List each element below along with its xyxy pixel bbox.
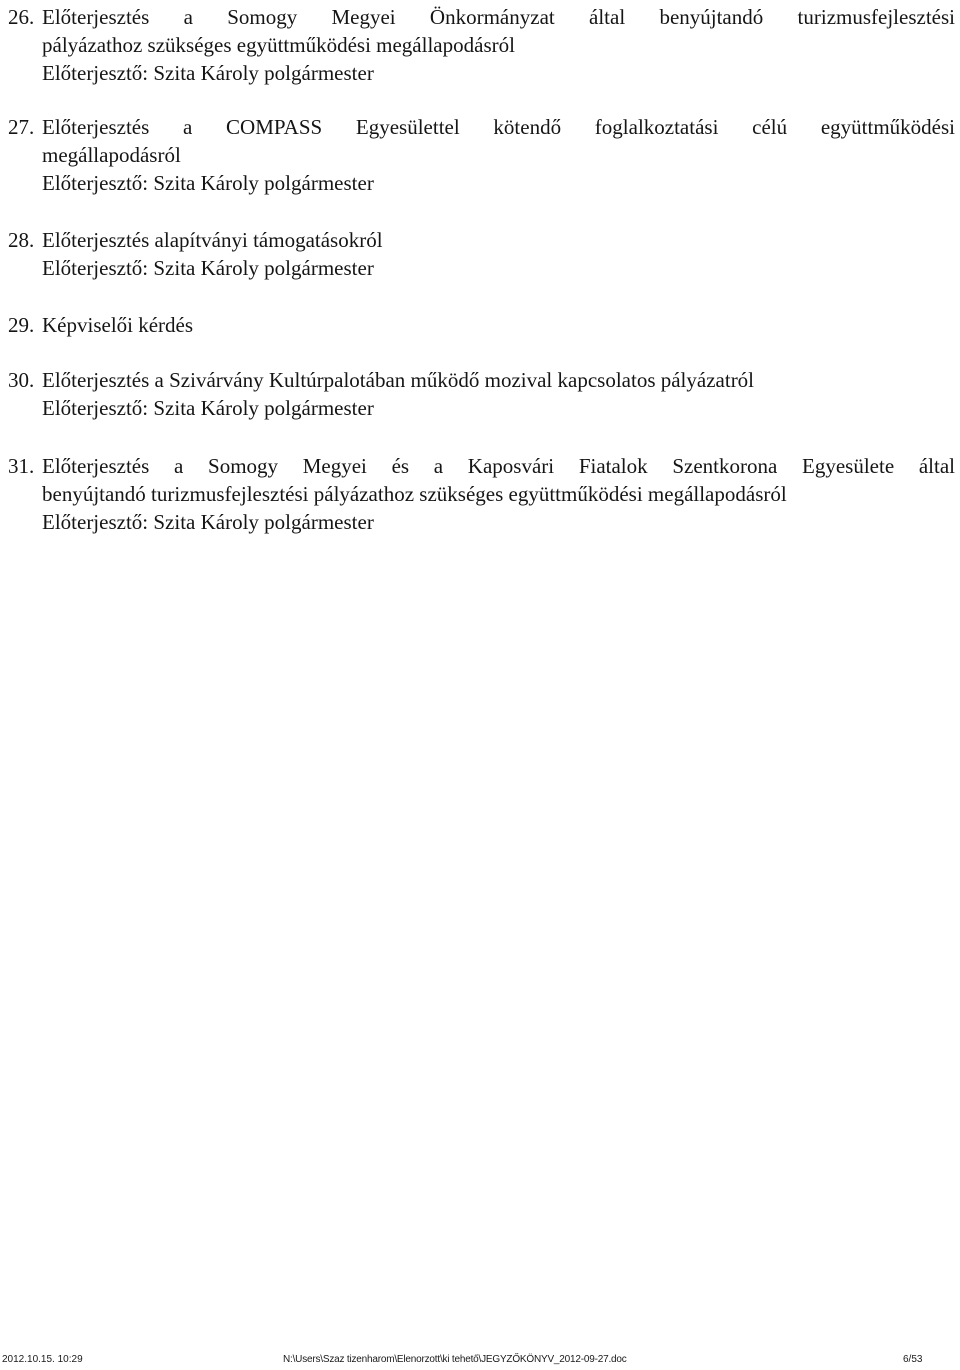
item-body: [42, 311, 955, 339]
item-presenter: Előterjesztő: Szita Károly polgármester: [42, 256, 374, 280]
item-title-line: Előterjesztés a Szivárvány Kultúrpalotában működő mozival kapcsolatos pályázatról: [42, 368, 755, 392]
item-body: [42, 366, 955, 422]
item-title-line: benyújtandó turizmusfejlesztési pályázathoz szükséges együttműködési megállapodásról: [42, 482, 787, 506]
item-title-line: Előterjesztés alapítványi támogatásokról: [42, 228, 383, 252]
item-number: 26.: [8, 5, 35, 29]
item-body: [42, 113, 955, 197]
item-presenter: Előterjesztő: Szita Károly polgármester: [42, 396, 374, 420]
item-title-line: pályázathoz szükséges együttműködési megállapodásról: [42, 33, 515, 57]
item-number: 30.: [8, 368, 35, 392]
item-body: [42, 452, 955, 536]
footer-page-number: 6/53: [903, 1354, 923, 1365]
item-presenter: Előterjesztő: Szita Károly polgármester: [42, 510, 374, 534]
item-body: [42, 226, 955, 282]
item-title-line: Előterjesztés a Somogy Megyei és a Kaposvári Fiatalok Szentkorona Egyesülete által: [42, 454, 955, 478]
page-footer: [0, 1353, 960, 1367]
item-presenter: Előterjesztő: Szita Károly polgármester: [42, 171, 374, 195]
item-title-line: Képviselői kérdés: [42, 313, 194, 337]
item-number: 28.: [8, 228, 35, 252]
item-presenter: Előterjesztő: Szita Károly polgármester: [42, 61, 374, 85]
item-body: [42, 3, 955, 87]
footer-file-path: N:\Users\Szaz tizenharom\Elenorzott\ki tehető\JEGYZŐKÖNYV_2012-09-27.doc: [283, 1354, 627, 1365]
footer-timestamp: 2012.10.15. 10:29: [2, 1354, 83, 1365]
item-number: 29.: [8, 313, 35, 337]
item-number: 31.: [8, 454, 35, 478]
item-title-line: megállapodásról: [42, 143, 181, 167]
item-title-line: Előterjesztés a Somogy Megyei Önkormányzat által benyújtandó turizmusfejlesztési: [42, 5, 955, 29]
item-title-line: Előterjesztés a COMPASS Egyesülettel kötendő foglalkoztatási célú együttműködési: [42, 115, 955, 139]
item-number: 27.: [8, 115, 35, 139]
